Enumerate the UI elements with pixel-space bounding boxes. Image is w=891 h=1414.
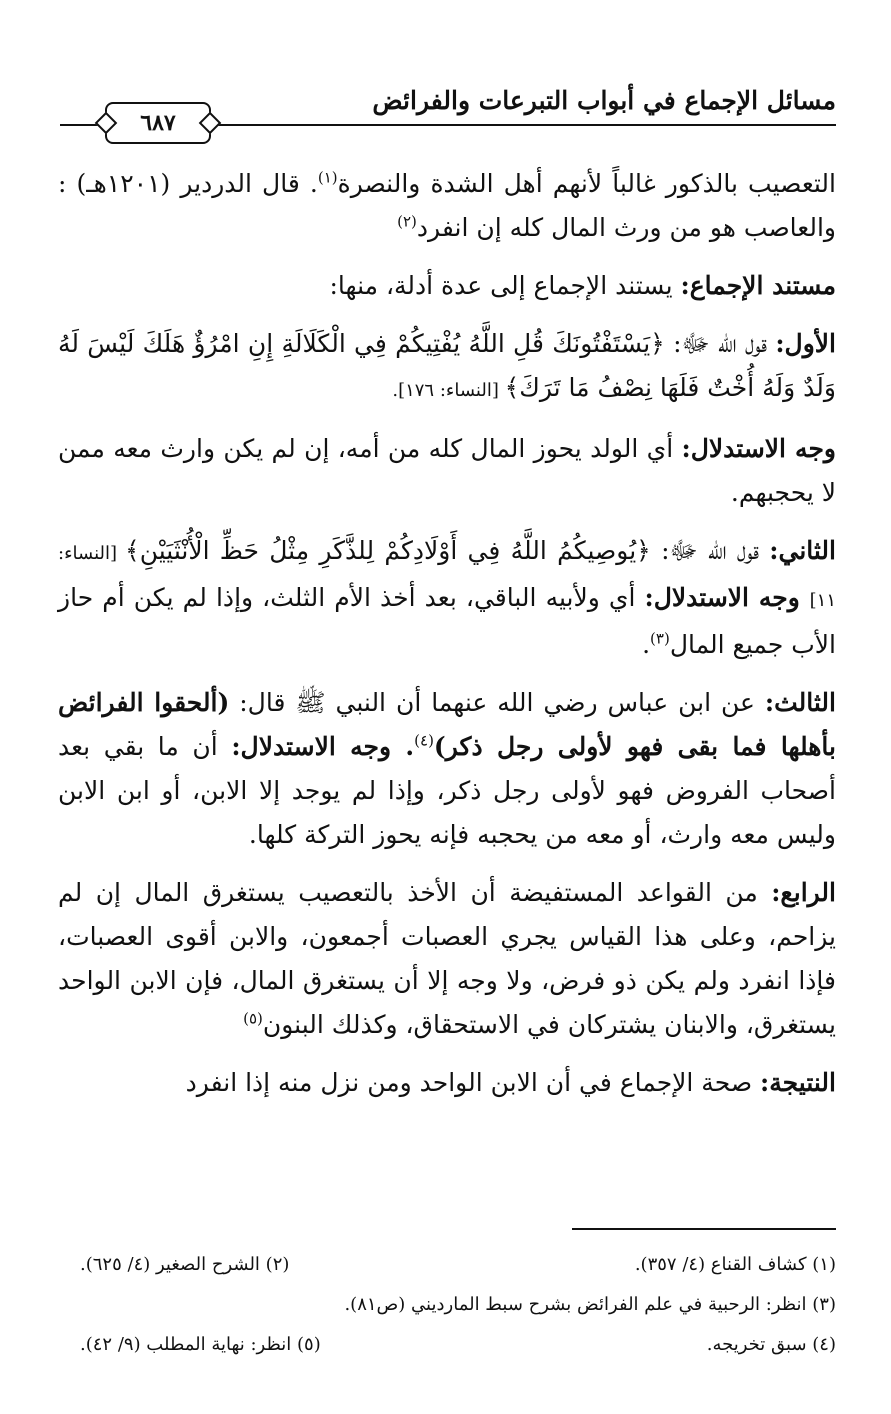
paragraph-intro: [58, 162, 836, 250]
footnote-separator: [572, 1228, 836, 1230]
first-evidence-text: قول الله ﷻ:: [664, 329, 776, 358]
second-inference-text: أي ولأبيه الباقي، بعد أخذ الأم الثلث، وإذا لم يكن أم حاز الأب جميع المال: [58, 583, 836, 659]
running-head-title: مسائل الإجماع في أبواب التبرعات والفرائض: [372, 86, 836, 115]
second-evidence-text: قول الله ﷻ:: [650, 536, 770, 565]
footnote-4: (٤) سبق تخريجه.: [706, 1334, 836, 1355]
third-evidence-hadith: (ألحقوا الفرائض بأهلها فما بقى فهو لأولى رجل ذكر): [58, 688, 837, 761]
paragraph-first-evidence: [58, 322, 836, 413]
second-evidence-reference: [النساء: ١١]: [58, 543, 836, 611]
paragraph-fourth-evidence: [58, 871, 836, 1047]
footnote-ref-4: (٤): [414, 731, 434, 750]
evidence-basis-label: مستند الإجماع:: [680, 271, 836, 300]
first-evidence-reference: [النساء: ١٧٦].: [392, 380, 505, 401]
footnote-ref-2: (٢): [397, 212, 417, 231]
result-text: صحة الإجماع في أن الابن الواحد ومن نزل منه إذا انفرد: [185, 1068, 761, 1097]
page-header: [60, 78, 836, 138]
result-label: النتيجة:: [760, 1068, 836, 1097]
footnote-row-3: [80, 1325, 836, 1365]
fourth-evidence-label: الرابع:: [771, 878, 836, 907]
fourth-evidence-text: من القواعد المستفيضة أن الأخذ بالتعصيب يستغرق المال إن لم يزاحم، وعلى هذا القياس يجري العصبات أجمعون، والابن أقوى العصبات، فإذا انفرد ولم يكن ذو فرض، ولا وجه إلا أن يستغرق المال، فإن الابن الواحد يستغرق، والابنان يشتركان في الاستحقاق، وكذلك البنون: [58, 878, 836, 1039]
first-inference-label: وجه الاستدلال:: [681, 434, 836, 463]
first-evidence-label: الأول:: [775, 329, 836, 358]
page-number: ٦٨٧: [140, 110, 176, 136]
intro-text-continued: . قال الدردير (١٢٠١هـ) : والعاصب هو من ورث المال كله إن انفرد: [58, 169, 836, 242]
footnote-ref-1: (١): [317, 168, 338, 187]
paragraph-evidence-basis: [58, 264, 836, 308]
third-evidence-label: الثالث:: [764, 688, 836, 717]
footnote-2: (٢) الشرح الصغير (٤/ ٦٢٥).: [80, 1254, 290, 1275]
first-inference-text: أي الولد يحوز المال كله من أمه، إن لم يكن وارث معه ممن لا يحجبهم.: [58, 434, 836, 507]
main-text: [58, 162, 836, 1119]
footnote-5: (٥) انظر: نهاية المطلب (٩/ ٤٢).: [80, 1334, 321, 1355]
third-evidence-text: عن ابن عباس رضي الله عنهما أن النبي ﷺ قال:: [229, 688, 765, 717]
evidence-basis-text: يستند الإجماع إلى عدة أدلة، منها:: [329, 271, 681, 300]
paragraph-third-evidence: [58, 681, 836, 857]
first-evidence-verse: ﴿يَسْتَفْتُونَكَ قُلِ اللَّهُ يُفْتِيكُمْ فِي الْكَلَالَةِ إِنِ امْرُؤٌ هَلَكَ لَيْسَ لَهُ وَلَدٌ وَلَهُ أُخْتٌ فَلَهَا نِصْفُ مَا تَرَكَ﴾: [58, 329, 836, 402]
second-evidence-label: الثاني:: [769, 536, 836, 565]
second-inference-label: وجه الاستدلال:: [644, 583, 810, 612]
second-evidence-verse: ﴿يُوصِيكُمُ اللَّهُ فِي أَوْلَادِكُمْ لِلذَّكَرِ مِثْلُ حَظِّ الْأُنْثَيَيْنِ﴾: [125, 536, 651, 565]
intro-text: التعصيب بالذكور غالباً لأنهم أهل الشدة والنصرة: [337, 169, 836, 198]
third-inference-label: . وجه الاستدلال:: [231, 732, 415, 761]
paragraph-result: [58, 1061, 836, 1105]
footnote-ref-5: (٥): [243, 1009, 263, 1028]
footnotes-section: [80, 1245, 836, 1365]
second-inference-end: .: [642, 630, 651, 659]
footnote-1: (١) كشاف القناع (٤/ ٣٥٧).: [634, 1254, 836, 1275]
footnote-row-1: [80, 1245, 836, 1285]
page-number-badge: [105, 102, 211, 144]
third-inference-text: أن ما بقي بعد أصحاب الفروض فهو لأولى رجل ذكر، وإذا لم يوجد إلا الابن، أو ابن الابن وليس معه وارث، أو معه من يحجبه فإنه يحوز التركة كلها.: [58, 732, 836, 849]
footnote-ref-3: (٣): [650, 629, 670, 648]
paragraph-second-evidence: [58, 529, 836, 667]
paragraph-first-inference: [58, 427, 836, 515]
footnote-3: (٣) انظر: الرحبية في علم الفرائض بشرح سبط المارديني (ص٨١).: [344, 1294, 836, 1315]
